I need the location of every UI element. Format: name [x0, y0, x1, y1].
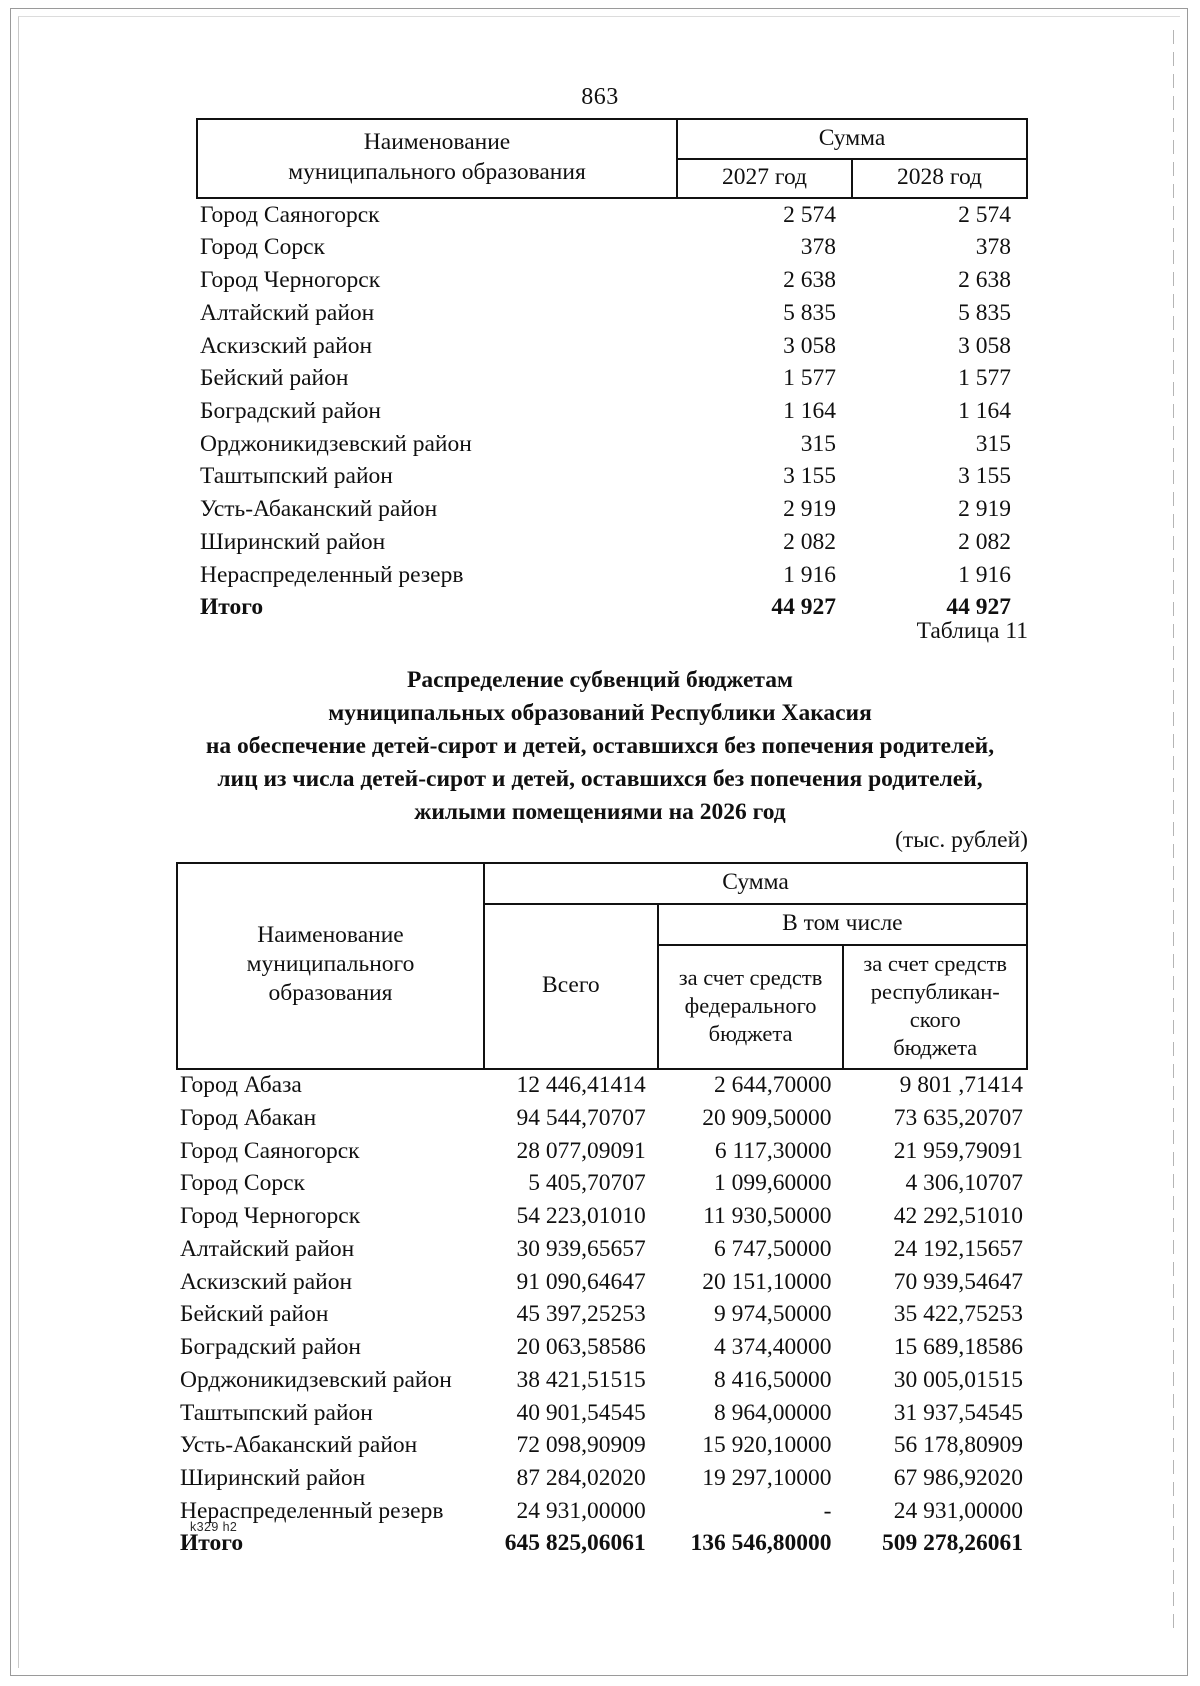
header-sum: Сумма [677, 119, 1027, 159]
cell-municipality-name: Нераспределенный резерв [200, 561, 464, 588]
header-year-2028: 2028 год [852, 159, 1027, 199]
header2-republican-line1: за счет средств [863, 951, 1008, 977]
cell-amount-2028: 1 577 [958, 365, 1011, 392]
table-row [197, 330, 1027, 363]
cell-municipality-name: Город Черногорск [200, 267, 381, 294]
cell-amount-total: 645 825,06061 [504, 1530, 646, 1557]
table-row [197, 559, 1027, 592]
table-row [197, 363, 1027, 396]
cell-municipality-name: Город Абаза [180, 1072, 302, 1099]
page-number: 863 [581, 84, 619, 110]
section-title-line: на обеспечение детей-сирот и детей, оставшихся без попечения родителей, [205, 732, 995, 759]
cell-amount-federal: 4 374,40000 [713, 1334, 832, 1361]
cell-amount-republican: 56 178,80909 [893, 1432, 1023, 1459]
section-title-line: лиц из числа детей-сирот и детей, оставшихся без попечения родителей, [217, 765, 983, 792]
cell-amount-federal: 19 297,10000 [702, 1464, 832, 1491]
cell-amount-total: 40 901,54545 [516, 1399, 646, 1426]
cell-amount-2028: 1 164 [958, 398, 1011, 425]
cell-amount-federal: 15 920,10000 [702, 1432, 832, 1459]
cell-amount-total: 54 223,01010 [516, 1203, 646, 1230]
cell-amount-total: 45 397,25253 [516, 1301, 646, 1328]
table-11-caption: Таблица 11 [916, 618, 1028, 644]
cell-amount-2028: 378 [975, 234, 1011, 261]
cell-municipality-name: Город Черногорск [180, 1203, 361, 1230]
cell-amount-federal: 1 099,60000 [713, 1170, 832, 1197]
units-note: (тыс. рублей) [895, 827, 1028, 853]
header2-sum: Сумма [484, 863, 1027, 904]
cell-amount-2028: 315 [975, 430, 1011, 457]
table-row [177, 1201, 1027, 1234]
table-row [177, 1332, 1027, 1365]
cell-amount-republican: 4 306,10707 [905, 1170, 1023, 1197]
cell-amount-republican: 21 959,79091 [893, 1137, 1023, 1164]
table-row [177, 1069, 1027, 1103]
header-municipality-line1: Наименование [363, 129, 511, 155]
header2-federal-line1: за счет средств [678, 965, 823, 991]
cell-amount-2028: 1 916 [958, 561, 1011, 588]
header2-federal-budget [658, 945, 844, 1069]
cell-amount-total: 30 939,65657 [516, 1235, 646, 1262]
table-row [177, 1168, 1027, 1201]
cell-municipality-name: Усть-Абаканский район [180, 1432, 418, 1459]
header2-federal-line3: бюджета [708, 1020, 793, 1046]
cell-municipality-name: Таштыпский район [200, 463, 393, 490]
table-row [197, 461, 1027, 494]
cell-amount-republican: 24 192,15657 [893, 1235, 1023, 1262]
cell-amount-2027: 2 082 [783, 528, 836, 555]
cell-municipality-name: Таштыпский район [180, 1399, 373, 1426]
footer-scan-mark: k329 h2 [190, 1520, 238, 1534]
cell-municipality-name: Город Саяногорск [180, 1137, 360, 1164]
header2-municipality-line1: Наименование [257, 922, 404, 949]
table-row-total [177, 1528, 1027, 1561]
table-row [177, 1495, 1027, 1528]
cell-amount-republican: 9 801 ,71414 [899, 1072, 1023, 1099]
header2-republican-line3: ского [909, 1007, 961, 1033]
cell-amount-federal: 8 416,50000 [713, 1366, 832, 1393]
header2-federal-line2: федерального [684, 993, 817, 1019]
table-two-header [177, 863, 1027, 1069]
cell-amount-2028: 2 574 [958, 201, 1011, 228]
cell-municipality-name: Итого [180, 1530, 244, 1557]
subsidy-table-2027-2028 [196, 118, 1028, 625]
cell-amount-2028: 5 835 [958, 299, 1011, 326]
table-row [197, 494, 1027, 527]
cell-municipality-name: Усть-Абаканский район [200, 496, 438, 523]
cell-amount-federal: 9 974,50000 [713, 1301, 832, 1328]
table-row [197, 396, 1027, 429]
cell-amount-2027: 2 574 [783, 201, 836, 228]
cell-amount-federal: 11 930,50000 [703, 1203, 832, 1230]
cell-municipality-name: Город Абакан [180, 1105, 317, 1132]
cell-amount-republican: 42 292,51010 [893, 1203, 1023, 1230]
cell-amount-federal: 2 644,70000 [713, 1072, 832, 1099]
cell-amount-republican: 35 422,75253 [893, 1301, 1023, 1328]
cell-amount-federal: 8 964,00000 [713, 1399, 832, 1426]
cell-amount-republican: 15 689,18586 [893, 1334, 1023, 1361]
header2-republican-line4: бюджета [893, 1034, 978, 1060]
cell-amount-total: 5 405,70707 [528, 1170, 646, 1197]
cell-amount-2027: 1 577 [783, 365, 836, 392]
cell-municipality-name: Алтайский район [180, 1235, 355, 1262]
cell-municipality-name: Алтайский район [200, 299, 375, 326]
cell-amount-2027: 315 [800, 430, 836, 457]
table-one-header-row-1 [197, 119, 1027, 159]
cell-amount-total: 28 077,09091 [516, 1137, 646, 1164]
cell-amount-republican: 70 939,54647 [893, 1268, 1023, 1295]
cell-amount-republican: 67 986,92020 [893, 1464, 1023, 1491]
table-one-header [197, 119, 1027, 198]
cell-amount-total: 94 544,70707 [516, 1105, 646, 1132]
table-row [177, 1103, 1027, 1136]
header2-republican-line2: республикан- [870, 979, 1000, 1005]
cell-amount-total: 24 931,00000 [516, 1497, 646, 1524]
table-row [177, 1430, 1027, 1463]
table-row [177, 1364, 1027, 1397]
cell-amount-2027: 3 155 [783, 463, 836, 490]
table-row [177, 1299, 1027, 1332]
cell-municipality-name: Город Саяногорск [200, 201, 380, 228]
cell-municipality-name: Аскизский район [200, 332, 373, 359]
cell-amount-republican: 73 635,20707 [893, 1105, 1023, 1132]
cell-municipality-name: Город Сорск [200, 234, 325, 261]
table-row [177, 1266, 1027, 1299]
cell-municipality-name: Боградский район [180, 1334, 361, 1361]
cell-amount-federal: 6 117,30000 [714, 1137, 832, 1164]
table-two-header-row-1 [177, 863, 1027, 904]
cell-amount-2027: 44 927 [771, 594, 836, 621]
cell-amount-2027: 1 916 [783, 561, 836, 588]
cell-amount-total: 38 421,51515 [516, 1366, 646, 1393]
table-row [197, 297, 1027, 330]
table-row [177, 1233, 1027, 1266]
cell-amount-2027: 2 638 [783, 267, 836, 294]
cell-municipality-name: Орджоникидзевский район [180, 1366, 452, 1393]
cell-amount-total: 72 098,90909 [516, 1432, 646, 1459]
cell-municipality-name: Аскизский район [180, 1268, 353, 1295]
table-row [177, 1135, 1027, 1168]
cell-amount-federal: 6 747,50000 [713, 1235, 832, 1262]
cell-municipality-name: Боградский район [200, 398, 381, 425]
scan-right-edge-artifact [1173, 30, 1174, 1630]
cell-amount-federal: 20 909,50000 [702, 1105, 832, 1132]
header2-republican-budget [843, 945, 1027, 1069]
header2-municipality-line3: образования [268, 980, 393, 1007]
cell-municipality-name: Нераспределенный резерв [180, 1497, 444, 1524]
cell-amount-total: 20 063,58586 [516, 1334, 646, 1361]
cell-amount-federal: - [823, 1497, 832, 1524]
section-title-line: муниципальных образований Республики Хакасия [328, 699, 872, 726]
cell-amount-republican: 24 931,00000 [893, 1497, 1023, 1524]
cell-amount-federal: 136 546,80000 [690, 1530, 832, 1557]
header-municipality-name [197, 119, 677, 198]
section-title [150, 664, 1050, 828]
table-row [197, 198, 1027, 232]
subsidy-table-2026-orphans [176, 862, 1028, 1561]
cell-municipality-name: Орджоникидзевский район [200, 430, 472, 457]
cell-amount-republican: 31 937,54545 [893, 1399, 1023, 1426]
cell-amount-2027: 2 919 [783, 496, 836, 523]
table-row [197, 526, 1027, 559]
cell-amount-2028: 2 919 [958, 496, 1011, 523]
cell-municipality-name: Бейский район [200, 365, 349, 392]
header2-total: Всего [484, 904, 658, 1069]
cell-amount-2027: 1 164 [783, 398, 836, 425]
header2-municipality-name [177, 863, 484, 1069]
cell-amount-2027: 5 835 [783, 299, 836, 326]
table-one-body [197, 198, 1027, 624]
cell-amount-2028: 2 082 [958, 528, 1011, 555]
cell-amount-republican: 30 005,01515 [893, 1366, 1023, 1393]
cell-amount-2028: 2 638 [958, 267, 1011, 294]
cell-municipality-name: Ширинский район [200, 528, 386, 555]
section-title-line: жилыми помещениями на 2026 год [414, 798, 786, 825]
cell-amount-total: 87 284,02020 [516, 1464, 646, 1491]
table-row [197, 265, 1027, 298]
header-municipality-line2: муниципального образования [288, 158, 586, 185]
table-row [197, 428, 1027, 461]
cell-amount-2028: 3 058 [958, 332, 1011, 359]
cell-amount-republican: 509 278,26061 [882, 1530, 1023, 1557]
cell-municipality-name: Итого [200, 594, 264, 621]
cell-amount-2027: 378 [800, 234, 836, 261]
cell-amount-2028: 44 927 [946, 594, 1011, 621]
table-row [177, 1397, 1027, 1430]
cell-amount-2028: 3 155 [958, 463, 1011, 490]
header2-municipality-line2: муниципального [246, 951, 415, 978]
cell-amount-total: 12 446,41414 [516, 1072, 646, 1099]
table-row [177, 1462, 1027, 1495]
cell-municipality-name: Город Сорск [180, 1170, 305, 1197]
header-year-2027: 2027 год [677, 159, 852, 199]
cell-municipality-name: Бейский район [180, 1301, 329, 1328]
table-row [197, 232, 1027, 265]
cell-amount-2027: 3 058 [783, 332, 836, 359]
header2-in-total: В том числе [658, 904, 1027, 945]
cell-municipality-name: Ширинский район [180, 1464, 366, 1491]
table-two-body [177, 1069, 1027, 1561]
section-title-line: Распределение субвенций бюджетам [406, 667, 794, 693]
cell-amount-total: 91 090,64647 [516, 1268, 646, 1295]
cell-amount-federal: 20 151,10000 [702, 1268, 832, 1295]
